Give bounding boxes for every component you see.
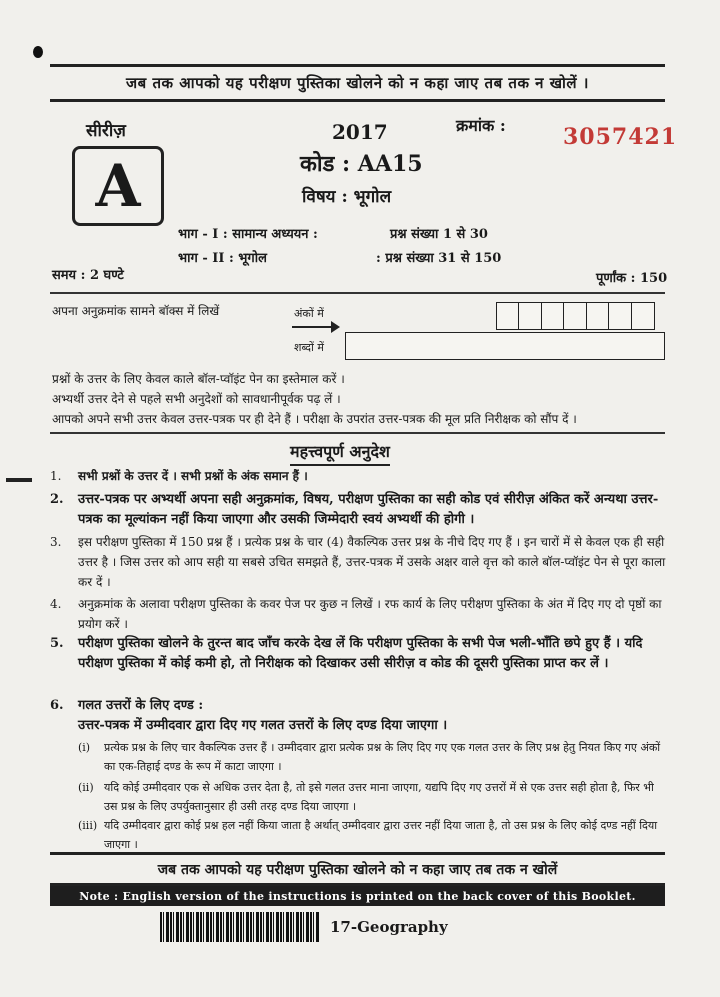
instruction-item bbox=[50, 634, 670, 674]
instruction-item bbox=[50, 490, 670, 530]
english-note: Note : English version of the instructions is printed on the back cover of this Booklet. bbox=[50, 886, 665, 906]
subject: विषय : भूगोल bbox=[302, 187, 392, 207]
barcode bbox=[160, 912, 320, 942]
general-line: अभ्यर्थी उत्तर देने से पहले सभी अनुदेशों को सावधानीपूर्वक पढ़ लें । bbox=[52, 392, 341, 406]
in-digits-label: अंकों में bbox=[294, 307, 324, 320]
roll-digit-box[interactable] bbox=[541, 302, 565, 330]
penalty-intro: उत्तर-पत्रक में उम्मीदवार द्वारा दिए गए गलत उत्तरों के लिए दण्ड दिया जाएगा । bbox=[78, 718, 448, 733]
punch-mark bbox=[33, 46, 43, 58]
roll-digit-box[interactable] bbox=[608, 302, 632, 330]
divider bbox=[50, 432, 665, 434]
subject-code: 17-Geography bbox=[330, 918, 448, 936]
part2-label: भाग - II : भूगोल bbox=[178, 251, 267, 266]
instruction-number: 2. bbox=[50, 492, 64, 507]
top-notice: जब तक आपको यह परीक्षण पुस्तिका खोलने को न कहा जाए तब तक न खोलें । bbox=[50, 64, 665, 102]
roll-digit-box[interactable] bbox=[563, 302, 587, 330]
instruction-text: सभी प्रश्नों के उत्तर दें । सभी प्रश्नों के अंक समान हैं । bbox=[78, 469, 308, 483]
kramank-label: क्रमांक : bbox=[456, 116, 506, 135]
penalty-text: यदि उम्मीदवार द्वारा कोई प्रश्न हल नहीं किया जाता है अर्थात् उम्मीदवार द्वारा उत्तर नहीं दिया जाता है, तो उस प्रश्न के लिए कोई दण्ड नहीं दिया जाएगा । bbox=[104, 819, 658, 851]
exam-year: 2017 bbox=[332, 120, 388, 144]
instruction-number: 5. bbox=[50, 636, 64, 651]
instruction-number: 4. bbox=[50, 597, 62, 611]
max-marks: पूर्णांक : 150 bbox=[596, 271, 668, 286]
roll-digit-box[interactable] bbox=[631, 302, 655, 330]
booklet-code: कोड : AA15 bbox=[300, 151, 423, 177]
instruction-number: 1. bbox=[50, 469, 62, 483]
roll-note: अपना अनुक्रमांक सामने बॉक्स में लिखें bbox=[52, 304, 220, 318]
part2-range: : प्रश्न संख्या 31 से 150 bbox=[376, 251, 502, 266]
instruction-text: उत्तर-पत्रक पर अभ्यर्थी अपना सही अनुक्रमांक, विषय, परीक्षण पुस्तिका का सही कोड एवं सीरीज़ अंकित करें अन्यथा उत्तर-पत्रक का मूल्यांकन नहीं किया जाएगा और उसकी जिम्मेदारी स्वयं अभ्यर्थी की होगी । bbox=[78, 492, 659, 527]
penalty-number: (iii) bbox=[78, 819, 98, 832]
penalty-item bbox=[78, 816, 670, 854]
in-words-label: शब्दों में bbox=[294, 341, 324, 354]
penalty-text: यदि कोई उम्मीदवार एक से अधिक उत्तर देता है, तो इसे गलत उत्तर माना जाएगा, यद्यपि दिए गए उत्तरों में से एक उत्तर सही होता है, फिर भी उस प्रश्न के लिए उपर्युक्तानुसार ही उसी तरह दण्ड दिया जाएगा । bbox=[104, 781, 654, 813]
instruction-text: गलत उत्तरों के लिए दण्ड : bbox=[78, 698, 204, 713]
general-line: प्रश्नों के उत्तर के लिए केवल काले बॉल-प्वॉइंट पेन का इस्तेमाल करें । bbox=[52, 372, 345, 386]
roll-digit-box[interactable] bbox=[496, 302, 520, 330]
instruction-item bbox=[50, 532, 670, 592]
roll-digit-box[interactable] bbox=[586, 302, 610, 330]
instruction-text: परीक्षण पुस्तिका खोलने के तुरन्त बाद जाँच करके देख लें कि परीक्षण पुस्तिका के सभी पेज भली-भाँति छपे हुए हैं । यदि परीक्षण पुस्तिका में कोई कमी हो, तो निरीक्षक को दिखाकर उसी सीरीज़ व कोड की दूसरी पुस्तिका प्राप्त कर लें । bbox=[78, 636, 643, 671]
instruction-item bbox=[50, 466, 670, 486]
instructions-title: महत्त्वपूर्ण अनुदेश bbox=[290, 440, 390, 466]
kramank-number: 3057421 bbox=[563, 124, 678, 150]
roll-digit-box[interactable] bbox=[518, 302, 542, 330]
roll-digit-boxes[interactable] bbox=[497, 302, 655, 330]
instruction-number: 3. bbox=[50, 535, 62, 549]
instruction-text: इस परीक्षण पुस्तिका में 150 प्रश्न हैं । प्रत्येक प्रश्न के चार (4) वैकल्पिक उत्तर प्रश्न के नीचे दिए गए हैं । इन चारों में से केवल एक ही सही उत्तर है । जिस उत्तर को आप सही या सबसे उचित समझते हैं, उत्तर-पत्रक में उसके अक्षर वाले वृत्त को काले बॉल-प्वॉइंट पेन से पूरा काला कर दें । bbox=[78, 535, 666, 589]
time-allowed: समय : 2 घण्टे bbox=[52, 268, 124, 283]
part1-range: प्रश्न संख्या 1 से 30 bbox=[390, 227, 488, 242]
instruction-number: 6. bbox=[50, 698, 64, 713]
instruction-item bbox=[50, 696, 670, 716]
penalty-number: (i) bbox=[78, 741, 91, 754]
series-label: सीरीज़ bbox=[86, 121, 126, 141]
divider bbox=[50, 292, 665, 294]
penalty-number: (ii) bbox=[78, 781, 94, 794]
general-line: आपको अपने सभी उत्तर केवल उत्तर-पत्रक पर ही देने हैं । परीक्षा के उपरांत उत्तर-पत्रक की मूल प्रति निरीक्षक को सौंप दें । bbox=[52, 412, 577, 426]
roll-words-box[interactable] bbox=[345, 332, 665, 360]
arrow-right-icon bbox=[292, 326, 338, 328]
series-box: A bbox=[72, 146, 164, 226]
penalty-item bbox=[78, 778, 670, 816]
instruction-text: अनुक्रमांक के अलावा परीक्षण पुस्तिका के कवर पेज पर कुछ न लिखें । रफ कार्य के लिए परीक्षण पुस्तिका के अंत में दिए गए दो पृष्ठों का प्रयोग करें । bbox=[78, 597, 662, 631]
penalty-intro-line bbox=[50, 716, 670, 736]
margin-dash bbox=[6, 478, 32, 482]
instruction-item bbox=[50, 594, 670, 634]
bottom-notice: जब तक आपको यह परीक्षण पुस्तिका खोलने को न कहा जाए तब तक न खोलें bbox=[50, 852, 665, 886]
part1-label: भाग - I : सामान्य अध्ययन : bbox=[178, 227, 318, 242]
penalty-item bbox=[78, 738, 670, 776]
penalty-text: प्रत्येक प्रश्न के लिए चार वैकल्पिक उत्तर हैं । उम्मीदवार द्वारा प्रत्येक प्रश्न के लिए दिए गए एक गलत उत्तर के लिए प्रश्न हेतु नियत किए गए अंकों का एक-तिहाई दण्ड के रूप में काटा जाएगा । bbox=[104, 741, 661, 773]
